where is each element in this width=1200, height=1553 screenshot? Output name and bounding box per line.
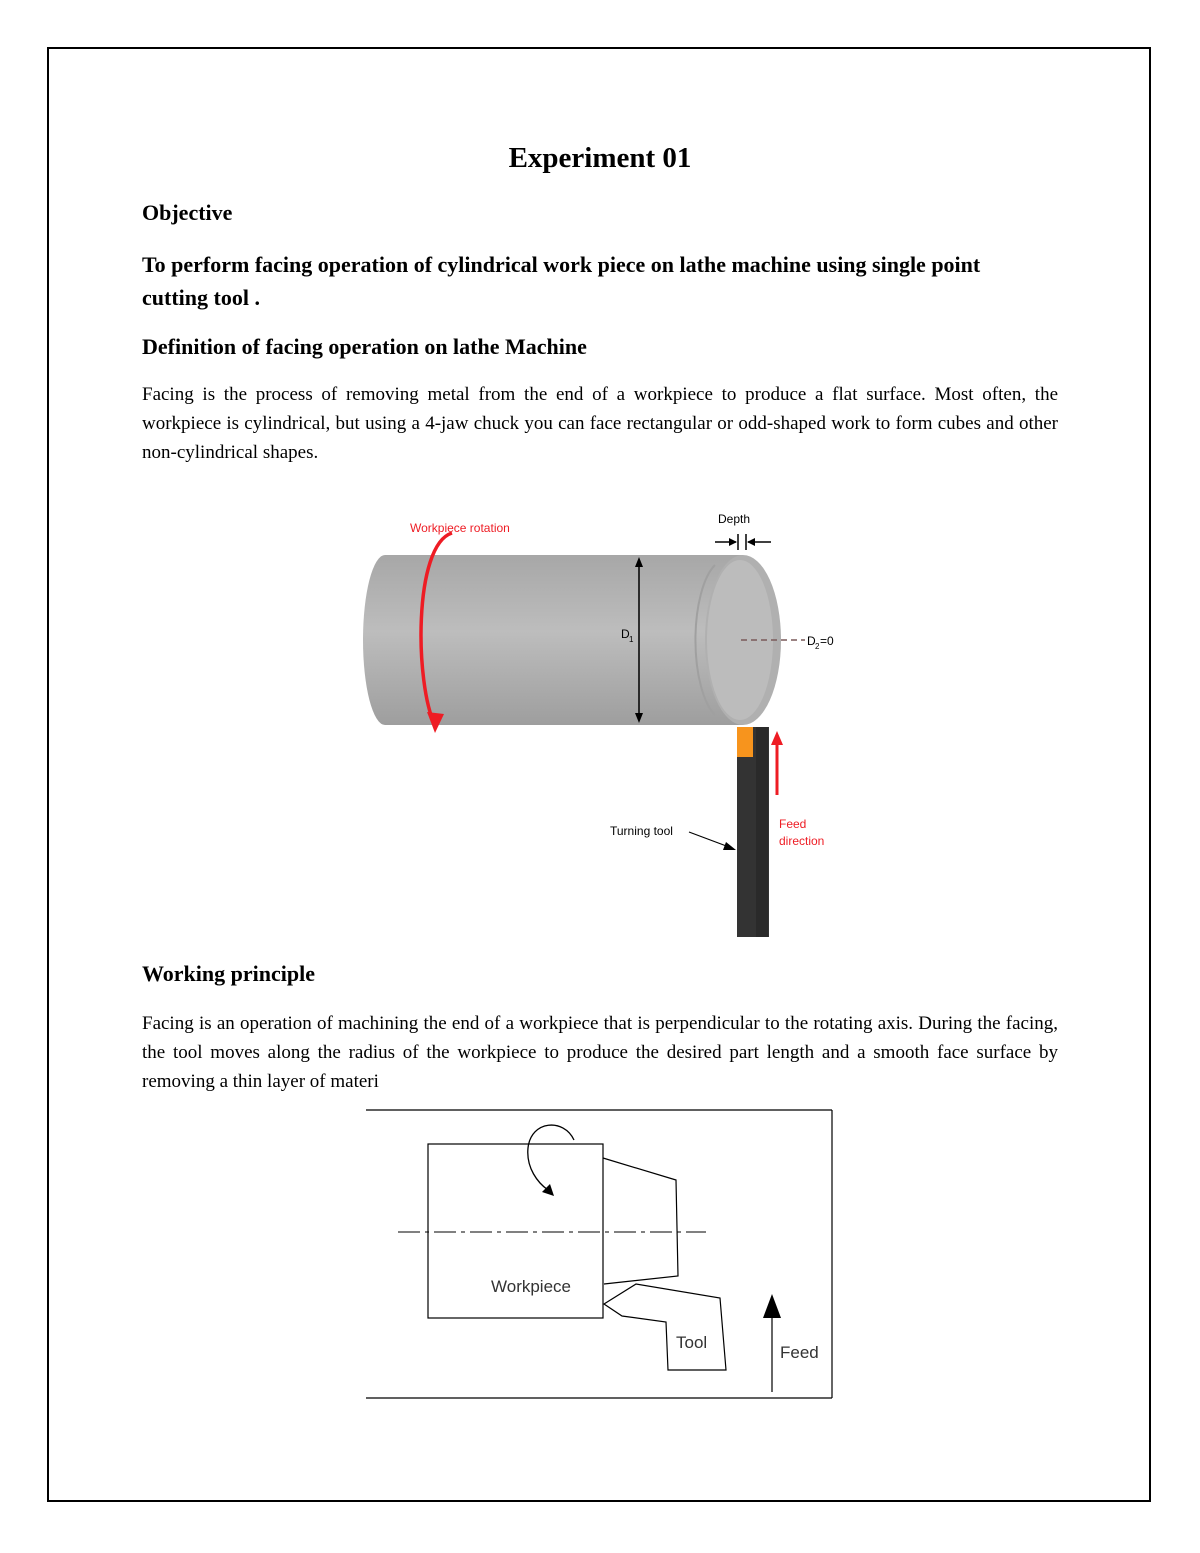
page-title: Experiment 01 <box>508 142 692 174</box>
feed-direction-arrow <box>771 731 824 848</box>
schematic-workpiece <box>398 1144 706 1318</box>
d2-subscript: 2 <box>815 642 820 651</box>
d1-label: D <box>621 627 630 641</box>
objective-heading: Objective <box>142 200 233 225</box>
definition-heading: Definition of facing operation on lathe Machine <box>142 334 587 359</box>
turning-tool-callout <box>610 824 736 850</box>
schematic-tool <box>603 1158 726 1370</box>
depth-label: Depth <box>718 512 751 526</box>
feed-direction-label-2: direction <box>779 834 825 848</box>
objective-text: To perform facing operation of cylindrical work piece on lathe machine using single point cutting tool . <box>142 252 981 310</box>
d2-value: =0 <box>820 634 834 648</box>
rotation-label: Workpiece rotation <box>410 521 510 535</box>
depth-dimension <box>715 512 771 550</box>
schematic-feed-arrow <box>763 1294 819 1392</box>
d2-label: D <box>807 634 816 648</box>
working-principle-text: Facing is an operation of machining the end of a workpiece that is perpendicular to the rotating axis. During the facing, the tool moves along the radius of the workpiece to produce the desired part length and a smooth face surface by removing a thin layer of materi <box>142 1013 1058 1092</box>
working-principle-heading: Working principle <box>142 961 315 986</box>
turning-tool <box>737 727 769 937</box>
schematic-workpiece-label: Workpiece <box>491 1277 571 1296</box>
feed-direction-label-1: Feed <box>779 817 807 831</box>
d1-subscript: 1 <box>629 635 634 644</box>
facing-operation-figure <box>355 505 855 940</box>
turning-tool-label: Turning tool <box>610 824 673 838</box>
schematic-tool-label: Tool <box>676 1333 708 1352</box>
facing-schematic-figure <box>366 1108 836 1403</box>
schematic-feed-label: Feed <box>780 1343 819 1362</box>
definition-text: Facing is the process of removing metal from the end of a workpiece to produce a flat surface. Most often, the workpiece is cylindrical, but using a 4-jaw chuck you can face rectangular or odd-shaped work to form cubes and other non-cylindrical shapes. <box>142 384 1058 463</box>
schematic-rotation-arrow <box>528 1125 574 1196</box>
